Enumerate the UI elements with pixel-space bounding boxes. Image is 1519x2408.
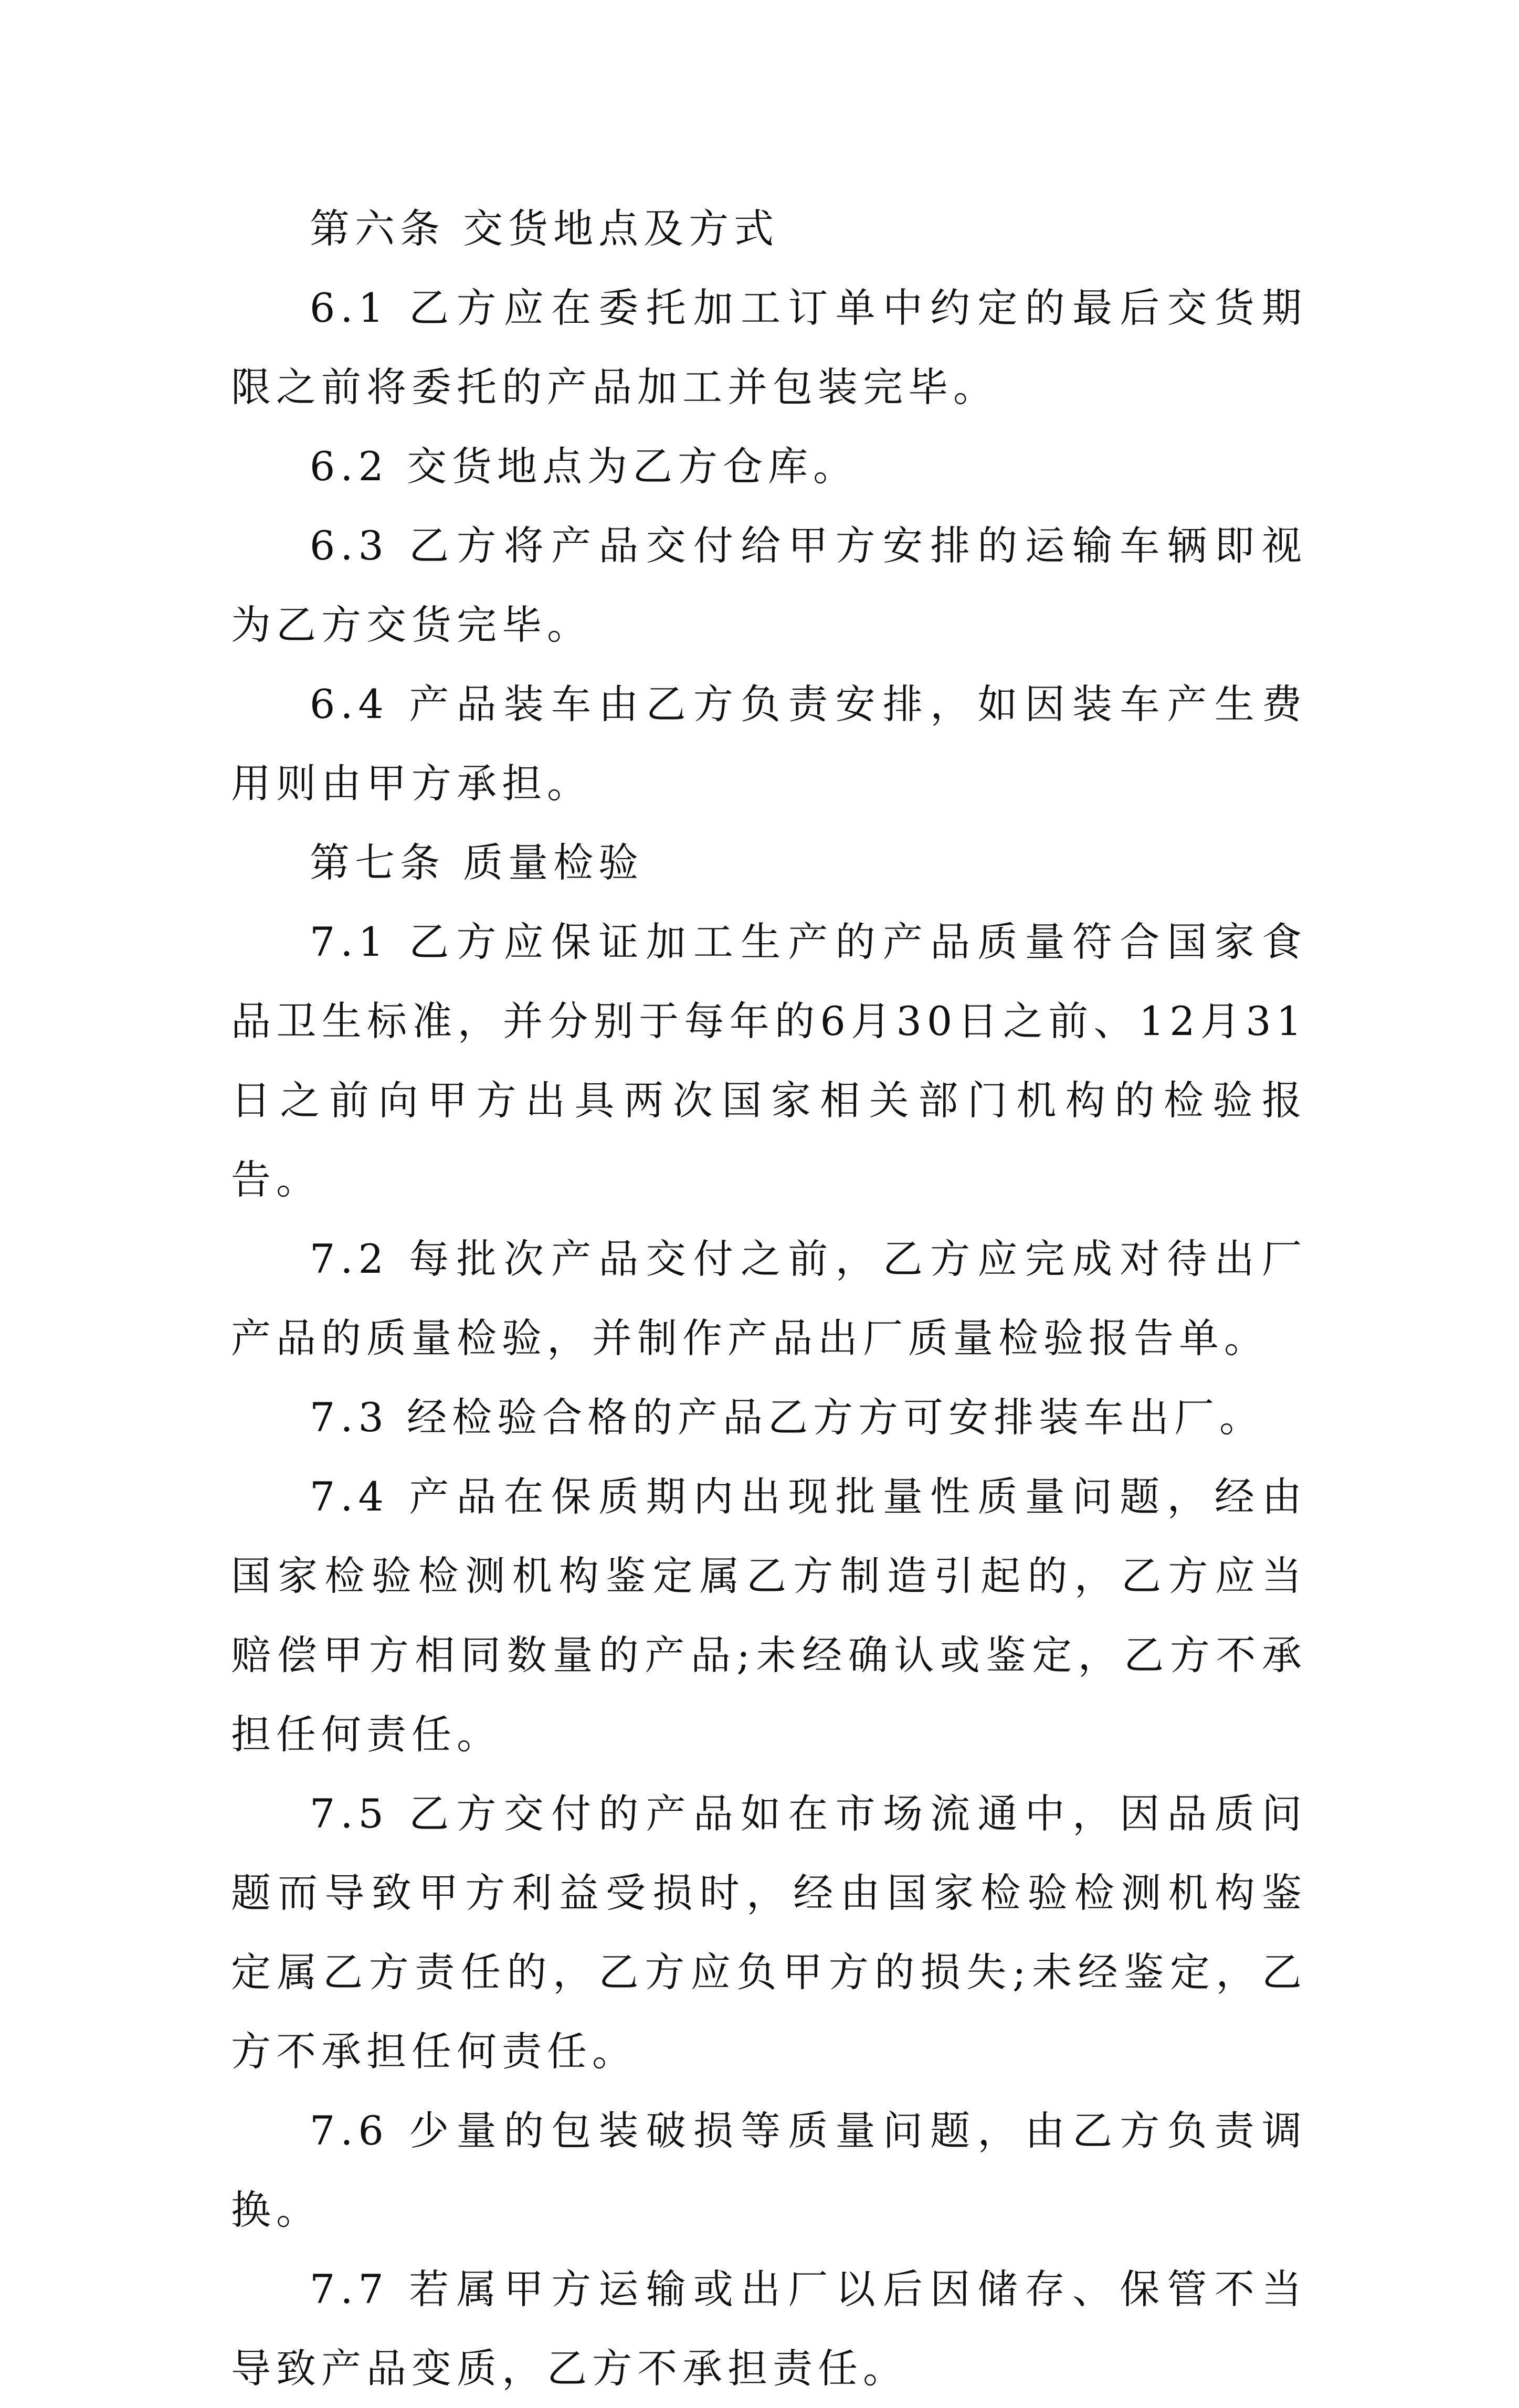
clause-7-6: 7.6 少量的包装破损等质量问题，由乙方负责调换。 [231,2107,1307,2233]
clause-6-2: 6.2 交货地点为乙方仓库。 [310,443,859,490]
clause-6-3: 6.3 乙方将产品交付给甲方安排的运输车辆即视为乙方交货完毕。 [231,522,1307,648]
clause-7-7: 7.7 若属甲方运输或出厂以后因储存、保管不当导致产品变质，乙方不承担责任。 [231,2266,1307,2392]
clause-7-1: 7.1 乙方应保证加工生产的产品质量符合国家食品卫生标准，并分别于每年的6月30日之前、12月31日之前向甲方出具两次国家相关部门机构的检验报告。 [231,918,1307,1203]
clause-6-4: 6.4 产品装车由乙方负责安排，如因装车产生费用则由甲方承担。 [231,681,1307,807]
clause-7-5: 7.5 乙方交付的产品如在市场流通中，因品质问题而导致甲方利益受损时，经由国家检验检测机构鉴定属乙方责任的，乙方应负甲方的损失;未经鉴定，乙方不承担任何责任。 [231,1790,1307,2075]
document-body [231,189,1307,2408]
clause-7-3: 7.3 经检验合格的产品乙方方可安排装车出厂。 [310,1394,1265,1441]
clause-7-2: 7.2 每批次产品交付之前，乙方应完成对待出厂产品的质量检验，并制作产品出厂质量检验报告单。 [231,1235,1307,1361]
section-heading-6: 第六条 交货地点及方式 [310,205,779,252]
clause-6-1: 6.1 乙方应在委托加工订单中约定的最后交货期限之前将委托的产品加工并包装完毕。 [231,284,1307,410]
section-heading-7: 第七条 质量检验 [310,839,644,886]
clause-7-4: 7.4 产品在保质期内出现批量性质量问题，经由国家检验检测机构鉴定属乙方制造引起的，乙方应当赔偿甲方相同数量的产品;未经确认或鉴定，乙方不承担任何责任。 [231,1473,1307,1758]
